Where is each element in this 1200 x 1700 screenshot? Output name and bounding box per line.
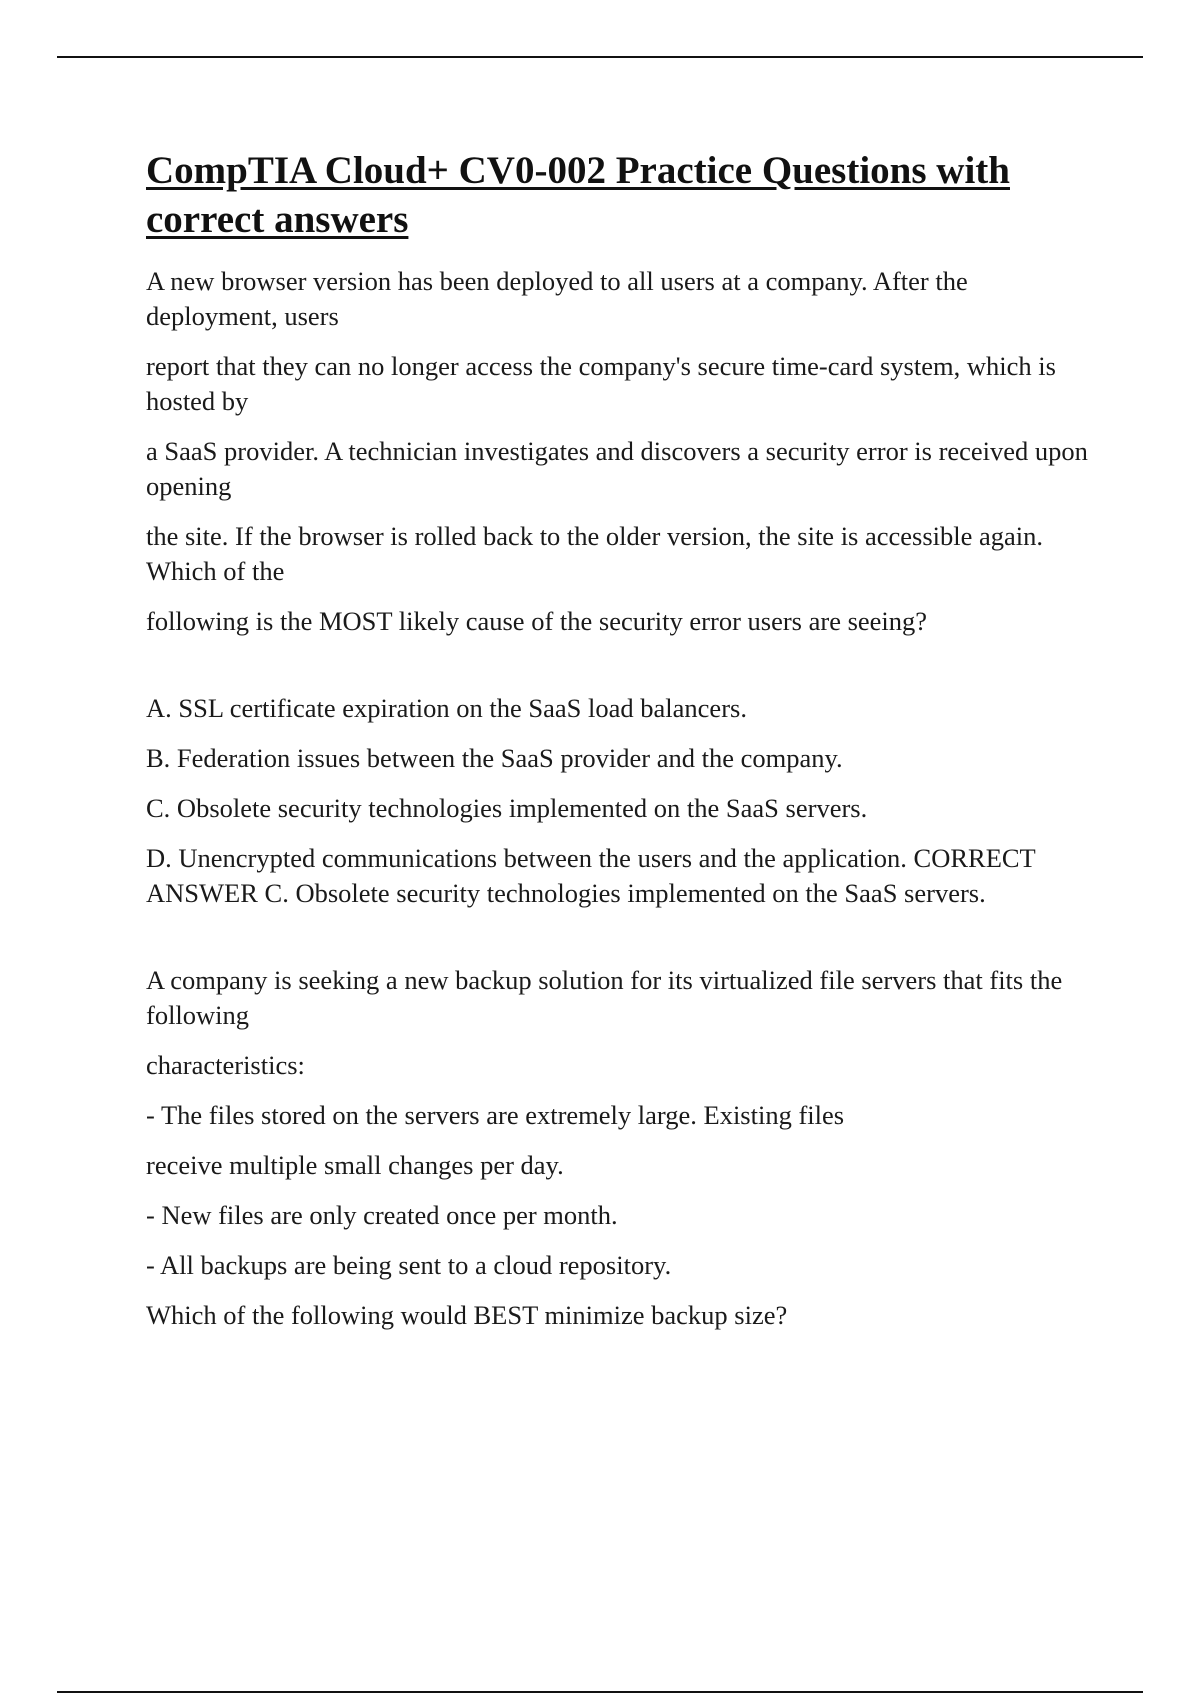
question-1-line-3: a SaaS provider. A technician investigates and discovers a security error is received upon opening [146,436,1088,501]
bottom-rule [57,1691,1143,1693]
question-2-line-3: - The files stored on the servers are extremely large. Existing files [146,1100,845,1130]
question-2-line-2: characteristics: [146,1050,305,1080]
question-1-option-c: C. Obsolete security technologies implemented on the SaaS servers. [146,793,868,823]
question-1 [146,264,1096,911]
question-2-line-5: - New files are only created once per month. [146,1200,618,1230]
document-title: CompTIA Cloud+ CV0-002 Practice Questions with correct answers [146,149,1010,241]
question-1-option-d-with-answer: D. Unencrypted communications between the users and the application. CORRECT ANSWER C. Obsolete security technologies implemented on the SaaS servers. [146,843,1036,908]
question-1-line-4: the site. If the browser is rolled back to the older version, the site is accessible again. Which of the [146,521,1044,586]
question-2-line-6: - All backups are being sent to a cloud repository. [146,1250,672,1280]
top-rule [57,56,1143,58]
question-1-line-1: A new browser version has been deployed to all users at a company. After the deployment, users [146,266,968,331]
question-1-line-2: report that they can no longer access the company's secure time-card system, which is hosted by [146,351,1056,416]
question-1-line-5: following is the MOST likely cause of the security error users are seeing? [146,606,928,636]
question-1-option-a: A. SSL certificate expiration on the SaaS load balancers. [146,693,747,723]
question-2-line-1: A company is seeking a new backup solution for its virtualized file servers that fits the following [146,965,1063,1030]
question-1-option-b: B. Federation issues between the SaaS provider and the company. [146,743,843,773]
question-2-line-7: Which of the following would BEST minimize backup size? [146,1300,788,1330]
question-2 [146,963,1096,1333]
question-2-line-4: receive multiple small changes per day. [146,1150,564,1180]
document-body [146,146,1096,1348]
